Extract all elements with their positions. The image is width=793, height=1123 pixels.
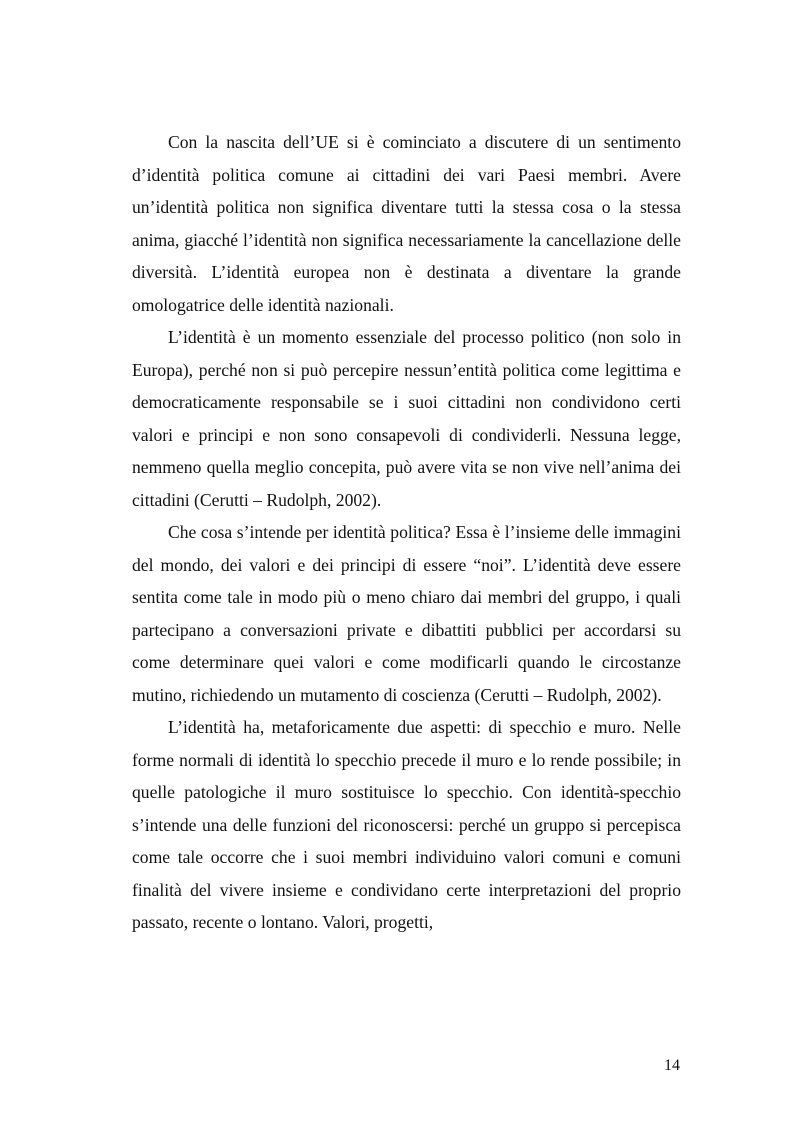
body-text [132,126,681,939]
paragraph-1: Con la nascita dell’UE si è cominciato a discutere di un sentimento d’identità politica comune ai cittadini dei vari Paesi membri. Avere un’identità politica non significa diventare tutti la stessa cosa o la stessa anima, giacché l’identità non significa necessariamente la cancellazione delle diversità. L’identità europea non è destinata a diventare la grande omologatrice delle identità nazionali. [132,132,681,315]
paragraph-4: L’identità ha, metaforicamente due aspetti: di specchio e muro. Nelle forme normali di identità lo specchio precede il muro e lo rende possibile; in quelle patologiche il muro sostituisce lo specchio. Con identità-specchio s’intende una delle funzioni del riconoscersi: perché un gruppo si percepisca come tale occorre che i suoi membri individuino valori comuni e comuni finalità del vivere insieme e condividano certe interpretazioni del proprio passato, recente o lontano. Valori, progetti, [132,717,681,932]
page-number: 14 [664,1057,680,1074]
paragraph-3: Che cosa s’intende per identità politica? Essa è l’insieme delle immagini del mondo, dei valori e dei principi di essere “noi”. L’identità deve essere sentita come tale in modo più o meno chiaro dai membri del gruppo, i quali partecipano a conversazioni private e dibattiti pubblici per accordarsi su come determinare quei valori e come modificarli quando le circostanze mutino, richiedendo un mutamento di coscienza (Cerutti – Rudolph, 2002). [132,522,681,705]
paragraph-2: L’identità è un momento essenziale del processo politico (non solo in Europa), perché non si può percepire nessun’entità politica come legittima e democraticamente responsabile se i suoi cittadini non condividono certi valori e principi e non sono consapevoli di condividerli. Nessuna legge, nemmeno quella meglio concepita, può avere vita se non vive nell’anima dei cittadini (Cerutti – Rudolph, 2002). [132,327,681,510]
